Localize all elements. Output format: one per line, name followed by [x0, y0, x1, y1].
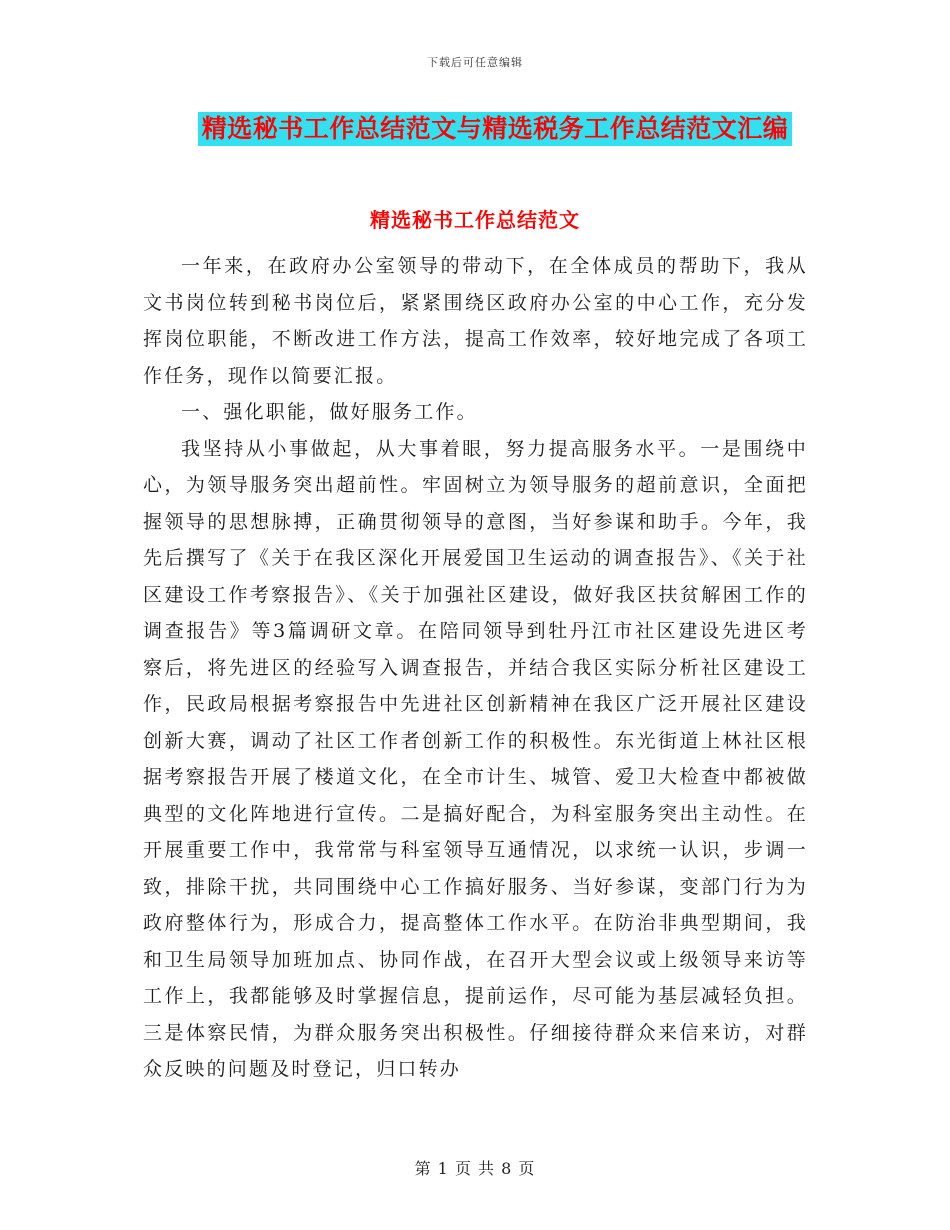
- paragraph-heading-1: 一、强化职能，做好服务工作。: [181, 401, 478, 423]
- header-note: 下载后可任意编辑: [427, 56, 523, 69]
- document-body: [143, 248, 808, 1088]
- section-title: 精选秘书工作总结范文: [370, 208, 580, 232]
- main-title-container: [0, 112, 950, 146]
- paragraph-service-work: 我坚持从小事做起，从大事着眼，努力提高服务水平。一是围绕中心，为领导服务突出超前性。牢固树立为领导服务的超前意识，全面把握领导的思想脉搏，正确贯彻领导的意图，当好参谋和助手。今年，我先后撰写了《关于在我区深化开展爱国卫生运动的调查报告》、《关于社区建设工作考察报告》、《关于加强社区建设，做好我区扶贫解困工作的调查报告》等3篇调研文章。在陪同领导到牡丹江市社区建设先进区考察后，将先进区的经验写入调查报告，并结合我区实际分析社区建设工作，民政局根据考察报告中先进社区创新精神在我区广泛开展社区建设创新大赛，调动了社区工作者创新工作的积极性。东光街道上林社区根据考察报告开展了楼道文化，在全市计生、城管、爱卫大检查中都被做典型的文化阵地进行宣传。二是搞好配合，为科室服务突出主动性。在开展重要工作中，我常常与科室领导互通情况，以求统一认识，步调一致，排除干扰，共同围绕中心工作搞好服务、当好参谋，变部门行为为政府整体行为，形成合力，提高整体工作水平。在防治非典型期间，我和卫生局领导加班加点、协同作战，在召开大型会议或上级领导来访等工作上，我都能够及时掌握信息，提前运作，尽可能为基层减轻负担。三是体察民情，为群众服务突出积极性。仔细接待群众来信来访，对群众反映的问题及时登记，归口转办: [143, 437, 808, 1080]
- page-number-footer: 第 1 页 共 8 页: [414, 1159, 536, 1178]
- main-title: 精选秘书工作总结范文与精选税务工作总结范文汇编: [198, 112, 793, 146]
- paragraph-intro: 一年来，在政府办公室领导的带动下，在全体成员的帮助下，我从文书岗位转到秘书岗位后，紧紧围绕区政府办公室的中心工作，充分发挥岗位职能，不断改进工作方法，提高工作效率，较好地完成了各项工作任务，现作以简要汇报。: [143, 255, 808, 387]
